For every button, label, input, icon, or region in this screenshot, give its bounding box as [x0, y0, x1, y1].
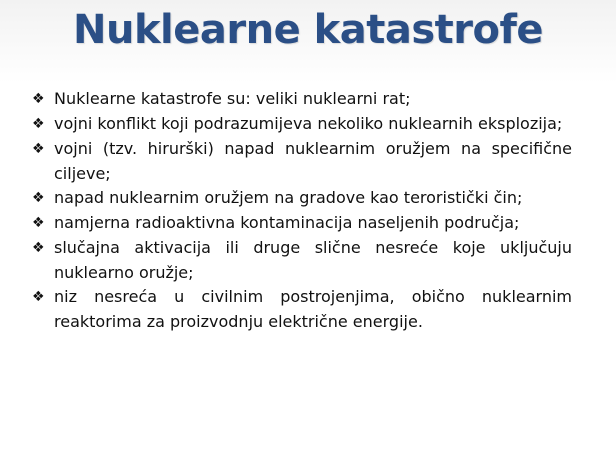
list-item — [32, 211, 572, 236]
diamond-bullet-icon: ❖ — [32, 141, 45, 157]
list-item — [32, 285, 572, 334]
list-item — [32, 236, 572, 285]
diamond-bullet-icon: ❖ — [32, 116, 45, 132]
diamond-bullet-icon: ❖ — [32, 289, 45, 305]
list-item — [32, 137, 572, 186]
list-item-text: napad nuklearnim oružjem na gradove kao teroristički čin; — [54, 188, 523, 207]
diamond-bullet-icon: ❖ — [32, 91, 45, 107]
list-item-text: vojni konflikt koji podrazumijeva nekoliko nuklearnih eksplozija; — [54, 114, 563, 133]
list-item-text: namjerna radioaktivna kontaminacija naseljenih područja; — [54, 213, 520, 232]
bullet-list — [32, 87, 572, 334]
list-item — [32, 112, 572, 137]
diamond-bullet-icon: ❖ — [32, 190, 45, 206]
list-item-text: Nuklearne katastrofe su: veliki nuklearni rat; — [54, 89, 411, 108]
list-item-text: niz nesreća u civilnim postrojenjima, obično nuklearnim reaktorima za proizvodnju električne energije. — [54, 287, 572, 331]
diamond-bullet-icon: ❖ — [32, 215, 45, 231]
list-item-text: vojni (tzv. hirurški) napad nuklearnim oružjem na specifične ciljeve; — [54, 139, 572, 183]
slide-title: Nuklearne katastrofe — [72, 7, 544, 53]
list-item — [32, 87, 572, 112]
diamond-bullet-icon: ❖ — [32, 240, 45, 256]
list-item-text: slučajna aktivacija ili druge slične nesreće koje uključuju nuklearno oružje; — [54, 238, 572, 282]
list-item — [32, 186, 572, 211]
